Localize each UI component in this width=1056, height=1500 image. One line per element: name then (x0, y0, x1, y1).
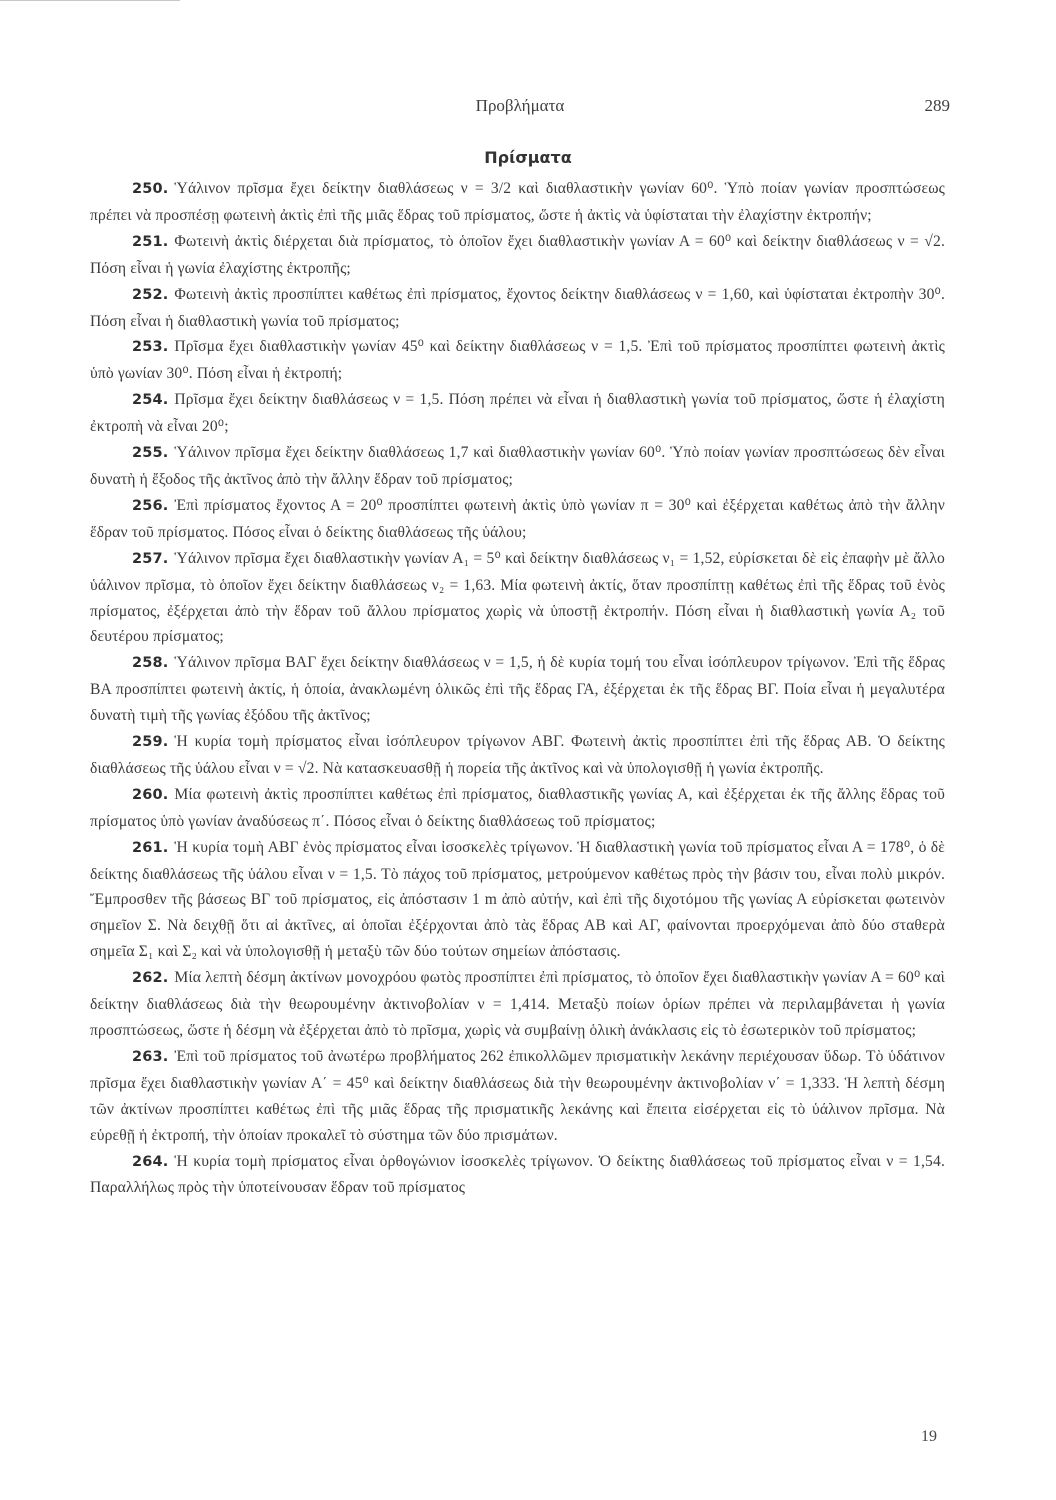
problem-text: Ἡ κυρία τομὴ ΑΒΓ ἑνὸς πρίσματος εἶναι ἰσοσκελὲς τρίγωνον. Ἡ διαθλαστικὴ γωνία τοῦ πρίσματος εἶναι Α = 178⁰, ὁ δὲ δείκτης διαθλάσεως τῆς ὑάλου εἶναι ν = 1,5. Τὸ πάχος τοῦ πρίσματος, μετρούμενον καθέτως πρὸς τὴν βάσιν του, εἶναι πολὺ μικρόν. Ἔμπροσθεν τῆς βάσεως ΒΓ τοῦ πρίσματος, εἰς ἀπόστασιν 1 m ἀπὸ αὐτήν, καὶ ἐπὶ τῆς διχοτόμου τῆς γωνίας Α εὑρίσκεται φωτεινὸν σημεῖον Σ. Νὰ δειχθῇ ὅτι αἱ ἀκτῖνες, αἱ ὁποῖαι ἐξέρχονται ἀπὸ τὰς ἕδρας ΑΒ καὶ ΑΓ, φαίνονται προερχόμεναι ἀπὸ δύο σταθερὰ σημεῖα Σ₁ καὶ Σ₂ καὶ νὰ ὑπολογισθῇ ἡ μεταξὺ τῶν δύο τούτων σημείων ἀπόστασις. (90, 838, 945, 961)
problem-number: 260. (132, 786, 169, 803)
problem-number: 253. (132, 339, 169, 356)
problem-number: 257. (132, 550, 169, 567)
problem-text: Μία λεπτὴ δέσμη ἀκτίνων μονοχρόου φωτὸς προσπίπτει ἐπὶ πρίσματος, τὸ ὁποῖον ἔχει διαθλαστικὴν γωνίαν Α = 60⁰ καὶ δείκτην διαθλάσεως διὰ τὴν θεωρουμένην ἀκτινοβολίαν ν = 1,414. Μεταξὺ ποίων ὁρίων πρέπει νὰ περιλαμβάνεται ἡ γωνία προσπτώσεως, ὥστε ἡ δέσμη νὰ ἐξέρχεται ἀπὸ τὸ πρῖσμα, χωρὶς νὰ συμβαίνῃ ὁλικὴ ἀνάκλασις εἰς τὸ ἐσωτερικὸν τοῦ πρίσματος; (90, 969, 945, 1039)
scan-edge-rule (0, 0, 180, 1)
problem-item (90, 493, 945, 546)
problem-text: Πρῖσμα ἔχει δείκτην διαθλάσεως ν = 1,5. Πόση πρέπει νὰ εἶναι ἡ διαθλαστικὴ γωνία τοῦ πρίσματος, ὥστε ἡ ἐλαχίστη ἐκτροπὴ νὰ εἶναι 20⁰; (90, 391, 945, 436)
problem-number: 254. (132, 392, 169, 409)
problem-item (90, 282, 945, 335)
problem-text: Ὑάλινον πρῖσμα ἔχει δείκτην διαθλάσεως 1,7 καὶ διαθλαστικὴν γωνίαν 60⁰. Ὑπὸ ποίαν γωνίαν προσπτώσεως δὲν εἶναι δυνατὴ ἡ ἔξοδος τῆς ἀκτῖνος ἀπὸ τὴν ἄλλην ἕδραν τοῦ πρίσματος; (90, 444, 945, 488)
problem-text: Μία φωτεινὴ ἀκτὶς προσπίπτει καθέτως ἐπὶ πρίσματος, διαθλαστικῆς γωνίας Α, καὶ ἐξέρχεται ἐκ τῆς ἄλλης ἕδρας τοῦ πρίσματος ὑπὸ γωνίαν ἀναδύσεως π΄. Πόσος εἶναι ὁ δείκτης διαθλάσεως τοῦ πρίσματος; (90, 785, 945, 830)
problem-number: 263. (132, 1048, 169, 1065)
problem-text: Φωτεινὴ ἀκτὶς προσπίπτει καθέτως ἐπὶ πρίσματος, ἔχοντος δείκτην διαθλάσεως ν = 1,60, καὶ ὑφίσταται ἐκτροπὴν 30⁰. Πόση εἶναι ἡ διαθλαστικὴ γωνία τοῦ πρίσματος; (90, 285, 945, 330)
problem-item (90, 176, 945, 229)
problem-text: Ἐπὶ πρίσματος ἔχοντος Α = 20⁰ προσπίπτει φωτεινὴ ἀκτὶς ὑπὸ γωνίαν π = 30⁰ καὶ ἐξέρχεται καθέτως ἀπὸ τὴν ἄλλην ἕδραν τοῦ πρίσματος. Πόσος εἶναι ὁ δείκτης διαθλάσεως τῆς ὑάλου; (90, 496, 945, 541)
problem-item (90, 729, 945, 782)
problem-number: 264. (132, 1153, 169, 1170)
problem-text: Φωτεινὴ ἀκτὶς διέρχεται διὰ πρίσματος, τὸ ὁποῖον ἔχει διαθλαστικὴν γωνίαν Α = 60⁰ καὶ δείκτην διαθλάσεως ν = √2. Πόση εἶναι ἡ γωνία ἐλαχίστης ἐκτροπῆς; (90, 232, 945, 277)
problem-item (90, 835, 945, 966)
problem-text: Ὑάλινον πρῖσμα ἔχει διαθλαστικὴν γωνίαν Α₁ = 5⁰ καὶ δείκτην διαθλάσεως ν₁ = 1,52, εὑρίσκεται δὲ εἰς ἐπαφὴν μὲ ἄλλο ὑάλινον πρῖσμα, τὸ ὁποῖον ἔχει δείκτην διαθλάσεως ν₂ = 1,63. Μία φωτεινὴ ἀκτίς, ὅταν προσπίπτῃ καθέτως ἐπὶ τῆς ἕδρας τοῦ ἑνὸς πρίσματος, ἐξέρχεται ἀπὸ τὴν ἕδραν τοῦ ἄλλου πρίσματος χωρὶς νὰ ὑποστῇ ἐκτροπήν. Πόση εἶναι ἡ διαθλαστικὴ γωνία Α₂ τοῦ δευτέρου πρίσματος; (90, 549, 945, 646)
problem-text: Ἡ κυρία τομὴ πρίσματος εἶναι ὀρθογώνιον ἰσοσκελὲς τρίγωνον. Ὁ δείκτης διαθλάσεως τοῦ πρίσματος εἶναι ν = 1,54. Παραλλήλως πρὸς τὴν ὑποτείνουσαν ἕδραν τοῦ πρίσματος (90, 1152, 945, 1197)
problem-number: 251. (132, 233, 169, 250)
problem-text: Ἡ κυρία τομὴ πρίσματος εἶναι ἰσόπλευρον τρίγωνον ΑΒΓ. Φωτεινὴ ἀκτὶς προσπίπτει ἐπὶ τῆς ἕδρας ΑΒ. Ὁ δείκτης διαθλάσεως τῆς ὑάλου εἶναι ν = √2. Νὰ κατασκευασθῇ ἡ πορεία τῆς ἀκτῖνος καὶ νὰ ὑπολογισθῇ ἡ γωνία ἐκτροπῆς. (90, 733, 945, 777)
problem-item (90, 1044, 945, 1149)
page-header (90, 96, 950, 126)
problem-item (90, 782, 945, 835)
page-number: 289 (924, 96, 950, 115)
problem-number: 261. (132, 839, 169, 856)
problem-number: 262. (132, 970, 169, 987)
problem-number: 255. (132, 445, 169, 462)
problem-item (90, 546, 945, 651)
problem-item (90, 650, 945, 729)
problem-item (90, 229, 945, 282)
problem-item (90, 440, 945, 493)
running-title: Προβλήματα (475, 96, 565, 115)
problem-number: 256. (132, 497, 169, 514)
problem-item (90, 334, 945, 387)
problem-number: 250. (132, 181, 169, 197)
problem-number: 252. (132, 286, 169, 303)
problem-text: Ὑάλινον πρῖσμα ΒΑΓ ἔχει δείκτην διαθλάσεως ν = 1,5, ἡ δὲ κυρία τομή του εἶναι ἰσόπλευρον τρίγωνον. Ἐπὶ τῆς ἕδρας ΒΑ προσπίπτει φωτεινὴ ἀκτίς, ἡ ὁποία, ἀνακλωμένη ὁλικῶς ἐπὶ τῆς ἕδρας ΓΑ, ἐξέρχεται ἐκ τῆς ἕδρας ΒΓ. Ποία εἶναι ἡ μεγαλυτέρα δυνατὴ τιμὴ τῆς γωνίας ἐξόδου τῆς ἀκτῖνος; (90, 654, 945, 725)
problem-list (90, 176, 945, 1201)
printer-signature: 19 (921, 1428, 937, 1445)
problem-text: Ἐπὶ τοῦ πρίσματος τοῦ ἀνωτέρω προβλήματος 262 ἐπικολλῶμεν πρισματικὴν λεκάνην περιέχουσαν ὕδωρ. Τὸ ὑδάτινον πρῖσμα ἔχει διαθλαστικὴν γωνίαν Α΄ = 45⁰ καὶ δείκτην διαθλάσεως διὰ τὴν θεωρουμένην ἀκτινοβολίαν ν΄ = 1,333. Ἡ λεπτὴ δέσμη τῶν ἀκτίνων προσπίπτει καθέτως ἐπὶ τῆς μιᾶς ἕδρας τῆς πρισματικῆς λεκάνης καὶ ἔπειτα εἰσέρχεται εἰς τὸ ὑάλινον πρῖσμα. Νὰ εὑρεθῇ ἡ ἐκτροπή, τὴν ὁποίαν προκαλεῖ τὸ σύστημα τῶν δύο πρισμάτων. (90, 1047, 945, 1144)
section-title: Πρίσματα (484, 148, 572, 167)
problem-text: Ὑάλινον πρῖσμα ἔχει δείκτην διαθλάσεως ν = 3/2 καὶ διαθλαστικὴν γωνίαν 60⁰. Ὑπὸ ποίαν γωνίαν προσπτώσεως πρέπει νὰ προσπέσῃ φωτεινὴ ἀκτὶς ἐπὶ τῆς μιᾶς ἕδρας τοῦ πρίσματος, ὥστε ἡ ἀκτὶς νὰ ὑφίσταται τὴν ἐλαχίστην ἐκτροπήν; (90, 180, 945, 224)
problem-number: 258. (132, 655, 169, 672)
problem-number: 259. (132, 734, 169, 751)
problem-item (90, 1149, 945, 1202)
problem-item (90, 965, 945, 1044)
problem-text: Πρῖσμα ἔχει διαθλαστικὴν γωνίαν 45⁰ καὶ δείκτην διαθλάσεως ν = 1,5. Ἐπὶ τοῦ πρίσματος προσπίπτει φωτεινὴ ἀκτὶς ὑπὸ γωνίαν 30⁰. Πόση εἶναι ἡ ἐκτροπή; (90, 338, 945, 383)
problem-item (90, 387, 945, 440)
